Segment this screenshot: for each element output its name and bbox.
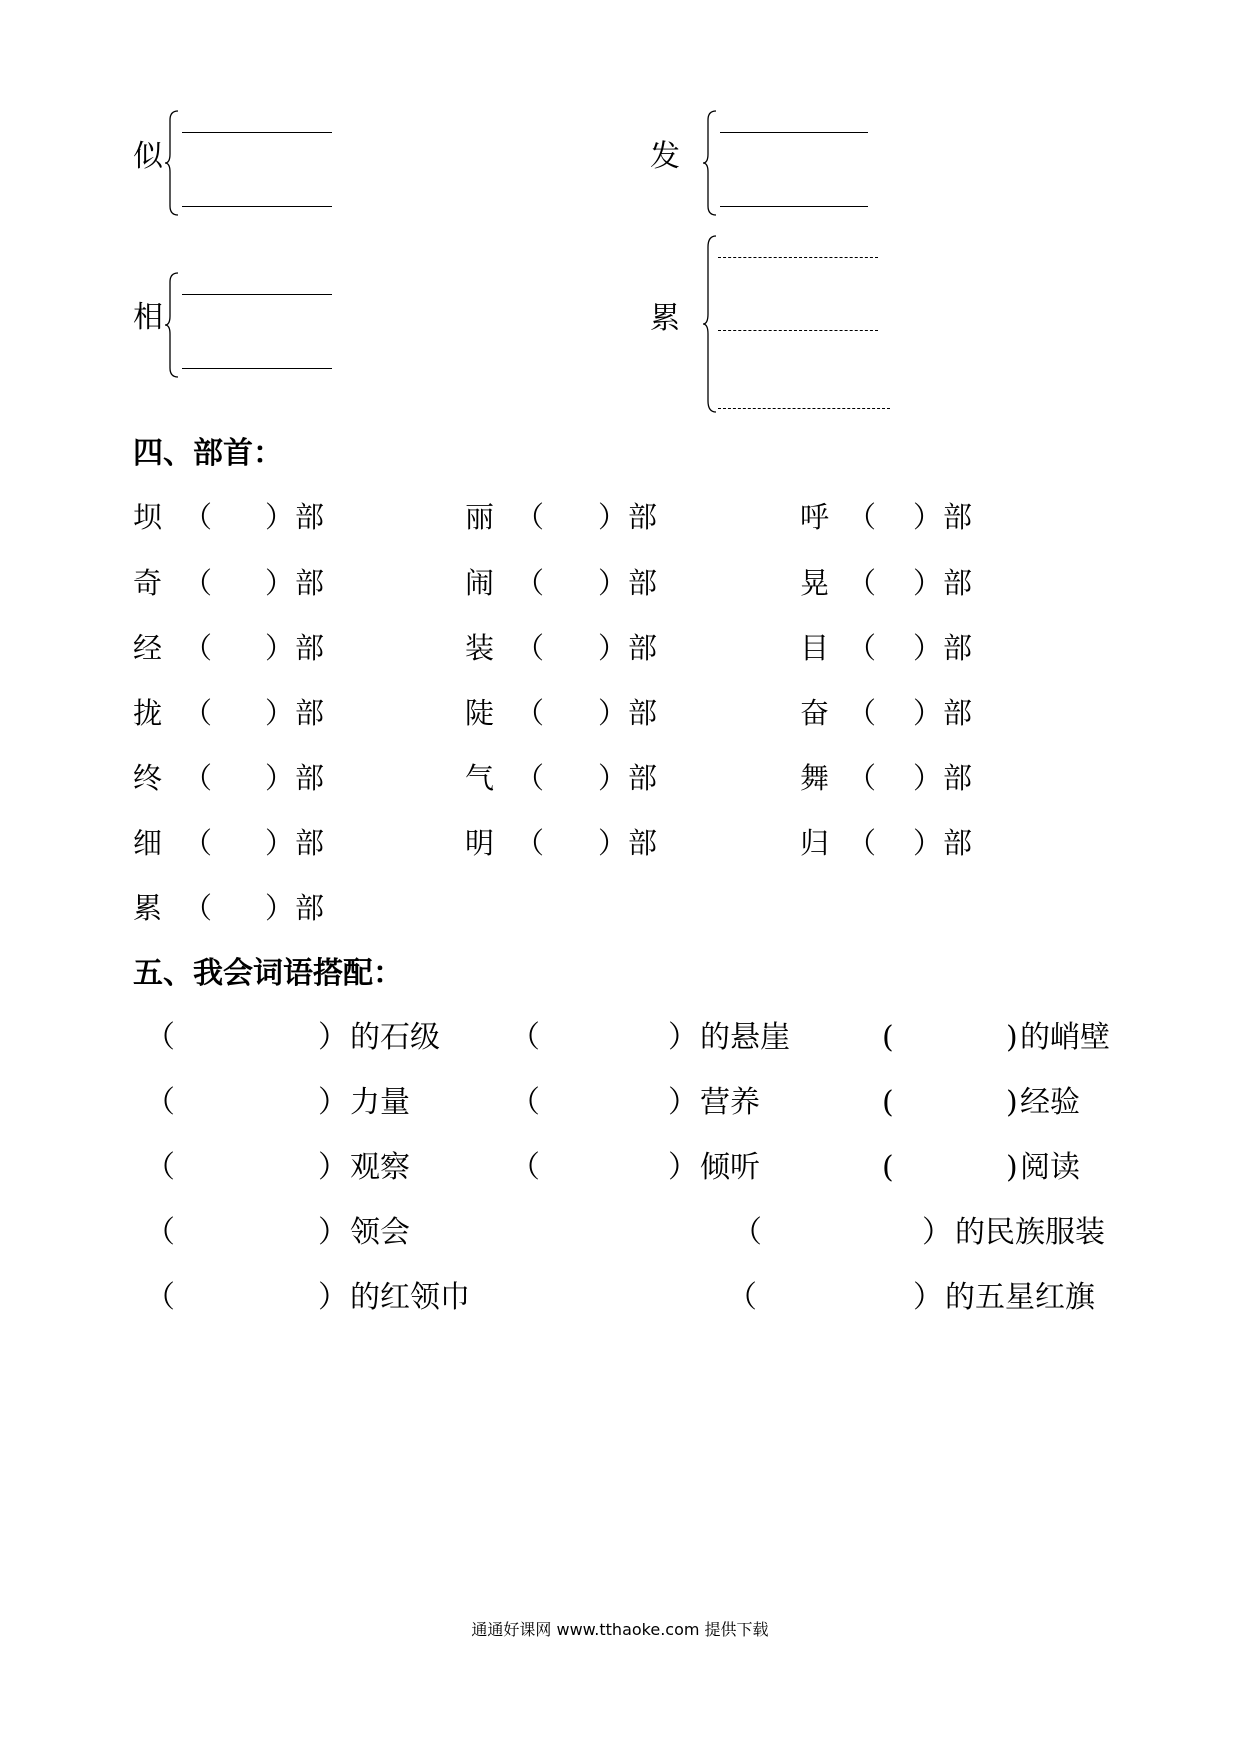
answer-blank[interactable]	[720, 132, 868, 133]
right-paren: ）	[668, 1150, 698, 1185]
right-paren: ）	[913, 500, 943, 534]
left-paren: （	[847, 566, 877, 600]
answer-blank[interactable]	[718, 408, 890, 409]
left-paren: （	[847, 696, 877, 730]
left-paren: （	[847, 500, 877, 534]
left-paren: （	[847, 826, 877, 860]
collocation-row	[0, 1085, 1240, 1121]
radical-char: 晃	[800, 566, 830, 600]
right-paren: ）	[318, 1085, 348, 1120]
page-footer: 通通好课网 www.tthaoke.com 提供下载	[471, 1620, 769, 1639]
left-paren: (	[882, 1085, 894, 1120]
collocation-word: 倾听	[700, 1150, 760, 1185]
radical-char: 气	[465, 761, 495, 795]
right-paren: ）	[668, 1085, 698, 1120]
collocation-row	[0, 1215, 1240, 1251]
radical-suffix: 部	[628, 826, 658, 860]
collocation-word: 观察	[350, 1150, 410, 1185]
left-paren: （	[732, 1215, 762, 1250]
left-paren: （	[515, 696, 545, 730]
answer-blank[interactable]	[182, 368, 332, 369]
answer-blank[interactable]	[718, 257, 878, 258]
radical-char: 终	[133, 761, 163, 795]
left-paren: （	[183, 500, 213, 534]
answer-blank[interactable]	[182, 132, 332, 133]
radical-row	[0, 631, 1240, 665]
radical-suffix: 部	[295, 826, 325, 860]
radical-suffix: 部	[295, 891, 325, 925]
radical-suffix: 部	[628, 631, 658, 665]
left-paren: （	[145, 1020, 175, 1055]
left-paren: （	[515, 500, 545, 534]
left-brace-icon	[164, 272, 180, 378]
radical-char: 累	[133, 891, 163, 925]
right-paren: ）	[913, 826, 943, 860]
right-paren: )	[1006, 1085, 1018, 1120]
right-paren: ）	[598, 761, 628, 795]
left-paren: （	[145, 1085, 175, 1120]
left-paren: （	[183, 566, 213, 600]
right-paren: ）	[913, 631, 943, 665]
right-paren: ）	[265, 631, 295, 665]
radical-char: 舞	[800, 761, 830, 795]
left-paren: （	[183, 826, 213, 860]
collocation-row	[0, 1280, 1240, 1316]
radical-suffix: 部	[295, 631, 325, 665]
left-paren: （	[727, 1280, 757, 1315]
radical-char: 细	[133, 826, 163, 860]
right-paren: )	[1006, 1020, 1018, 1055]
left-paren: （	[510, 1150, 540, 1185]
left-paren: （	[145, 1215, 175, 1250]
radical-char: 奋	[800, 696, 830, 730]
left-brace-icon	[702, 110, 718, 216]
collocation-word: 力量	[350, 1085, 410, 1120]
radical-char: 闹	[465, 566, 495, 600]
right-paren: ）	[265, 566, 295, 600]
radical-row	[0, 500, 1240, 534]
left-brace-icon	[702, 235, 718, 413]
left-paren: (	[882, 1020, 894, 1055]
right-paren: ）	[265, 696, 295, 730]
radical-suffix: 部	[628, 500, 658, 534]
radical-char: 归	[800, 826, 830, 860]
left-paren: （	[847, 761, 877, 795]
right-paren: ）	[318, 1280, 348, 1315]
left-paren: （	[847, 631, 877, 665]
radical-char: 呼	[800, 500, 830, 534]
collocation-word: 的峭壁	[1020, 1020, 1110, 1055]
left-paren: （	[145, 1280, 175, 1315]
radical-suffix: 部	[295, 500, 325, 534]
radical-suffix: 部	[295, 696, 325, 730]
collocation-word: 营养	[700, 1085, 760, 1120]
radical-suffix: 部	[295, 761, 325, 795]
right-paren: ）	[598, 631, 628, 665]
radical-char: 陡	[465, 696, 495, 730]
left-brace-icon	[164, 110, 180, 216]
collocation-word: 的石级	[350, 1020, 440, 1055]
radical-suffix: 部	[628, 566, 658, 600]
right-paren: ）	[913, 1280, 943, 1315]
radical-suffix: 部	[628, 761, 658, 795]
radical-suffix: 部	[943, 696, 973, 730]
answer-blank[interactable]	[720, 206, 868, 207]
radical-suffix: 部	[943, 761, 973, 795]
polyphone-char: 相	[133, 300, 163, 335]
right-paren: ）	[913, 696, 943, 730]
collocation-word: 的民族服装	[955, 1215, 1105, 1250]
radical-char: 经	[133, 631, 163, 665]
radical-suffix: 部	[943, 826, 973, 860]
left-paren: （	[145, 1150, 175, 1185]
right-paren: ）	[598, 696, 628, 730]
right-paren: ）	[922, 1215, 952, 1250]
right-paren: ）	[265, 891, 295, 925]
polyphone-char: 累	[650, 301, 680, 336]
right-paren: ）	[265, 500, 295, 534]
right-paren: ）	[598, 566, 628, 600]
collocation-word: 的红领巾	[350, 1280, 470, 1315]
radical-char: 明	[465, 826, 495, 860]
right-paren: ）	[913, 761, 943, 795]
right-paren: ）	[318, 1215, 348, 1250]
left-paren: （	[515, 761, 545, 795]
polyphone-char: 发	[650, 139, 680, 174]
answer-blank[interactable]	[182, 294, 332, 295]
right-paren: ）	[265, 826, 295, 860]
left-paren: （	[510, 1020, 540, 1055]
right-paren: ）	[668, 1020, 698, 1055]
left-paren: （	[515, 566, 545, 600]
right-paren: ）	[598, 500, 628, 534]
radical-suffix: 部	[943, 566, 973, 600]
radical-char: 坝	[133, 500, 163, 534]
section-heading: 五、我会词语搭配：	[133, 956, 403, 991]
radical-row	[0, 891, 1240, 925]
left-paren: （	[515, 631, 545, 665]
collocation-word: 的五星红旗	[945, 1280, 1095, 1315]
answer-blank[interactable]	[718, 330, 878, 331]
left-paren: （	[183, 761, 213, 795]
polyphone-char: 似	[133, 139, 163, 174]
right-paren: ）	[318, 1150, 348, 1185]
radical-suffix: 部	[943, 631, 973, 665]
radical-char: 奇	[133, 566, 163, 600]
radical-char: 丽	[465, 500, 495, 534]
radical-row	[0, 826, 1240, 860]
left-paren: (	[882, 1150, 894, 1185]
radical-suffix: 部	[943, 500, 973, 534]
radical-char: 拢	[133, 696, 163, 730]
section-heading: 四、部首：	[133, 436, 283, 471]
radical-suffix: 部	[628, 696, 658, 730]
collocation-row	[0, 1020, 1240, 1056]
right-paren: ）	[265, 761, 295, 795]
left-paren: （	[183, 696, 213, 730]
left-paren: （	[515, 826, 545, 860]
collocation-word: 的悬崖	[700, 1020, 790, 1055]
collocation-word: 领会	[350, 1215, 410, 1250]
collocation-word: 阅读	[1020, 1150, 1080, 1185]
collocation-row	[0, 1150, 1240, 1186]
collocation-word: 经验	[1020, 1085, 1080, 1120]
radical-row	[0, 696, 1240, 730]
radical-row	[0, 761, 1240, 795]
left-paren: （	[183, 631, 213, 665]
right-paren: ）	[318, 1020, 348, 1055]
answer-blank[interactable]	[182, 206, 332, 207]
left-paren: （	[510, 1085, 540, 1120]
left-paren: （	[183, 891, 213, 925]
right-paren: ）	[598, 826, 628, 860]
right-paren: )	[1006, 1150, 1018, 1185]
right-paren: ）	[913, 566, 943, 600]
radical-suffix: 部	[295, 566, 325, 600]
radical-row	[0, 566, 1240, 600]
radical-char: 装	[465, 631, 495, 665]
radical-char: 目	[800, 631, 830, 665]
